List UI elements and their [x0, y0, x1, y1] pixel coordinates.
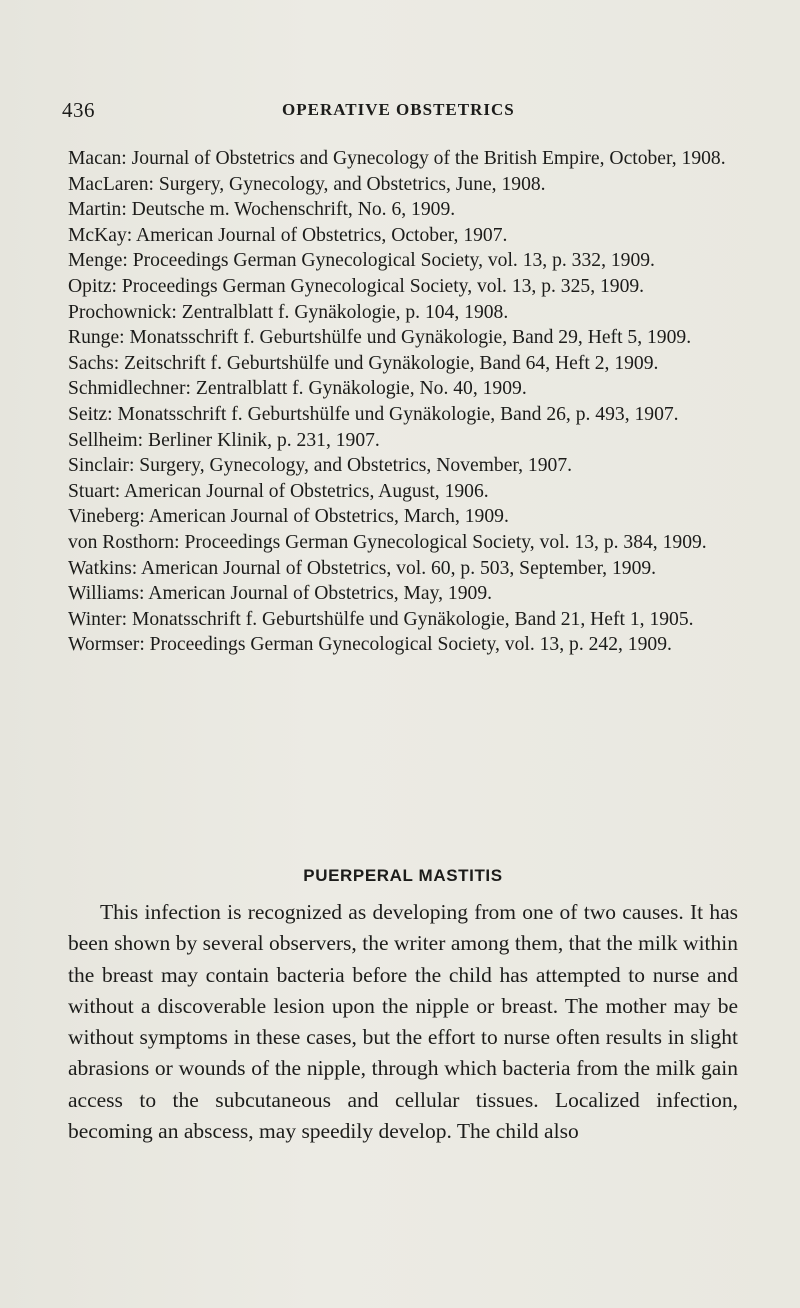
reference-entry: Sachs: Zeitschrift f. Geburtshülfe und Gynäkologie, Band 64, Heft 2, 1909.	[68, 352, 659, 374]
reference-entry: Vineberg: American Journal of Obstetrics, March, 1909.	[68, 506, 509, 528]
reference-entry: Watkins: American Journal of Obstetrics, vol. 60, p. 503, September, 1909.	[68, 557, 657, 579]
section-heading: PUERPERAL MASTITIS	[303, 866, 503, 885]
reference-entry: Martin: Deutsche m. Wochenschrift, No. 6, 1909.	[68, 199, 456, 221]
page-header	[62, 98, 742, 128]
reference-entry: Williams: American Journal of Obstetrics, May, 1909.	[68, 583, 493, 605]
reference-entry: Schmidlechner: Zentralblatt f. Gynäkologie, No. 40, 1909.	[68, 378, 527, 400]
reference-entry: Seitz: Monatsschrift f. Geburtshülfe und Gynäkologie, Band 26, p. 493, 1907.	[68, 403, 679, 425]
body-paragraph: This infection is recognized as developing from one of two causes. It has been shown by several observers, the writer among them, that the milk within the breast may contain bacteria before the child has attempted to nurse and without a discoverable lesion upon the nipple or breast. The mother may be without symptoms in these cases, but the effort to nurse often results in slight abrasions or wounds of the nipple, through which bacteria from the milk gain access to the subcutaneous and cellular tissues. Localized infection, becoming an abscess, may speedily develop. The child also	[68, 900, 738, 1144]
page-number: 436	[62, 98, 95, 122]
running-head: OPERATIVE OBSTETRICS	[282, 100, 515, 119]
reference-list	[68, 146, 748, 658]
reference-entry: Runge: Monatsschrift f. Geburtshülfe und Gynäkologie, Band 29, Heft 5, 1909.	[68, 327, 692, 349]
reference-entry: Stuart: American Journal of Obstetrics, August, 1906.	[68, 480, 489, 502]
reference-entry: McKay: American Journal of Obstetrics, October, 1907.	[68, 224, 508, 246]
reference-entry: Sellheim: Berliner Klinik, p. 231, 1907.	[68, 429, 380, 451]
reference-entry: MacLaren: Surgery, Gynecology, and Obstetrics, June, 1908.	[68, 173, 546, 195]
reference-entry: Wormser: Proceedings German Gynecological Society, vol. 13, p. 242, 1909.	[68, 634, 672, 656]
reference-entry: Winter: Monatsschrift f. Geburtshülfe und Gynäkologie, Band 21, Heft 1, 1905.	[68, 608, 694, 630]
reference-entry: Menge: Proceedings German Gynecological Society, vol. 13, p. 332, 1909.	[68, 250, 655, 272]
reference-entry: Sinclair: Surgery, Gynecology, and Obstetrics, November, 1907.	[68, 455, 573, 477]
reference-entry: Prochownick: Zentralblatt f. Gynäkologie, p. 104, 1908.	[68, 301, 509, 323]
reference-entry: Opitz: Proceedings German Gynecological Society, vol. 13, p. 325, 1909.	[68, 275, 645, 297]
reference-entry: Macan: Journal of Obstetrics and Gynecology of the British Empire, October, 1908.	[68, 148, 726, 169]
reference-entry: von Rosthorn: Proceedings German Gynecological Society, vol. 13, p. 384, 1909.	[68, 531, 707, 553]
